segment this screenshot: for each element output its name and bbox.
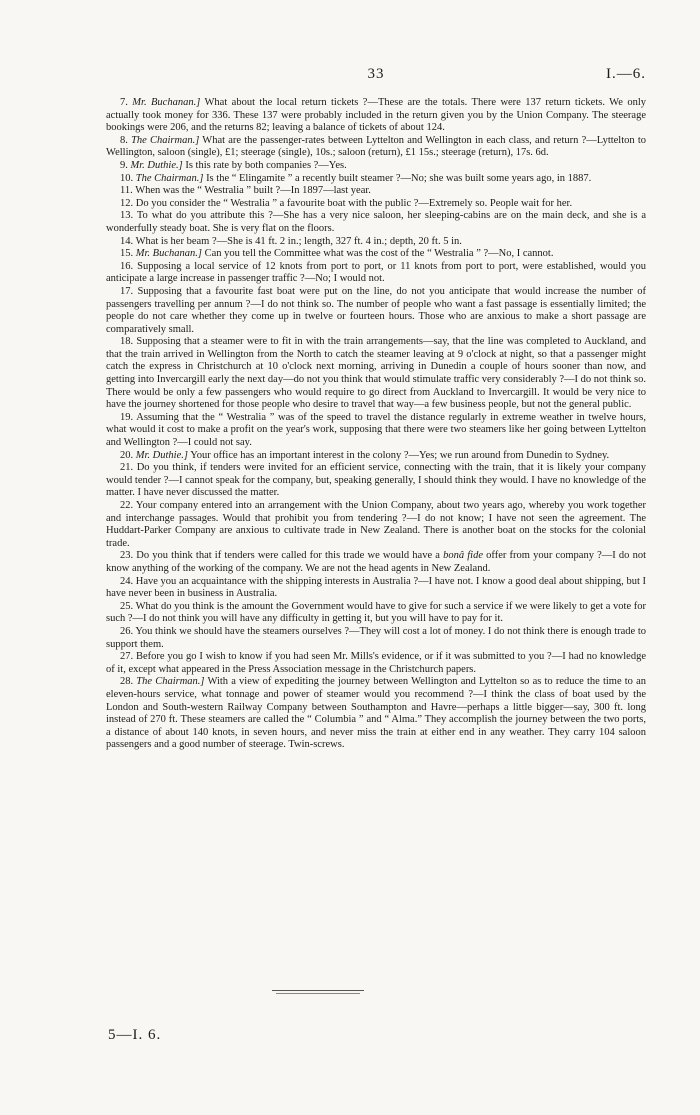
question-answer-text: Do you think that if tenders were called for this trade we would have a (136, 550, 444, 562)
speaker-name: The Chairman.] (135, 172, 204, 184)
question-answer-text: Do you consider the “ Westralia ” a favourite boat with the public ?—Extremely so. People wait for her. (135, 197, 573, 209)
question-answer-text: Is this rate by both companies ?—Yes. (182, 159, 347, 171)
question-number: 16. (120, 260, 134, 272)
question-answer-paragraph (106, 261, 646, 286)
question-number: 10. (120, 172, 134, 184)
question-answer-text: What are the passenger-rates between Lyttelton and Wellington in each class, and return ?—Lyttelton to Wellington, saloon (single), £1; steerage (single), 10s.; saloon (return), £1 15s.; steerage (return), 17s. 6d. (106, 134, 646, 159)
question-answer-paragraph (106, 550, 646, 575)
question-answer-text: To what do you attribute this ?—She has a very nice saloon, her sleeping-cabins are on the main deck, and she is a wonderfully steady boat. She is very flat on the floors. (106, 210, 647, 234)
speaker-name: The Chairman.] (131, 134, 200, 146)
question-number: 7. (120, 97, 128, 108)
question-number: 25. (120, 600, 134, 612)
question-answer-text: Can you tell the Committee what was the cost of the “ Westralia ” ?—No, I cannot. (201, 248, 554, 260)
evidence-body (106, 97, 646, 752)
question-answer-text-continued: offer from your company ?—I do not know anything of the working of the company. We are not the head agents in New Zealand. (106, 550, 646, 574)
question-answer-paragraph (106, 676, 646, 752)
section-rule (272, 990, 364, 991)
page-number: 33 (367, 66, 385, 82)
section-rule-lower (276, 993, 360, 994)
question-answer-paragraph (106, 198, 646, 211)
question-answer-paragraph (106, 576, 646, 601)
question-number: 23. (120, 550, 134, 562)
speaker-name: Mr. Buchanan.] (132, 97, 201, 108)
question-answer-paragraph (106, 173, 646, 186)
question-answer-text: Supposing that a favourite fast boat were put on the line, do not you anticipate that would increase the number of passengers travelling per annum ?—I do not think so. The number of people who want a fast passage is essentially limited; the people do not care whether they come up in twelve or fourteen hours. Those who are anxious to make a short passage are comparatively small. (106, 285, 647, 335)
question-answer-text: Your office has an important interest in the colony ?—Yes; we run around from Dunedin to Sydney. (187, 449, 610, 461)
question-answer-paragraph (106, 160, 646, 173)
question-answer-text: Do you think, if tenders were invited for an efficient service, connecting with the train, that it is likely your company would tender ?—I cannot speak for the company, but, speaking generally, I should think they would. I have no knowledge of the matter. I have never discussed the matter. (106, 462, 647, 499)
question-number: 18. (120, 336, 134, 348)
question-answer-text: With a view of expediting the journey between Wellington and Lyttelton so as to reduce the time to an eleven-hours service, what tonnage and power of steamer would you recommend ?—I think the class of boat used by the London and South-western Railway Company between Southampton and Havre—perhaps a little bigger—say, 300 ft. long instead of 270 ft. These steamers are called the “ Columbia ” and “ Alma.” They accomplish the journey between the two ports, a distance of about 140 knots, in seven hours, and never miss the train at either end in any weather. They carry 104 saloon passengers and a good number of steerage. Twin-screws. (106, 676, 646, 751)
question-number: 9. (120, 159, 128, 171)
question-answer-paragraph (106, 97, 646, 135)
question-answer-text: Is the “ Elingamite ” a recently built steamer ?—No; she was built some years ago, in 1887. (203, 172, 592, 184)
question-answer-text: Before you go I wish to know if you had seen Mr. Mills's evidence, or if it was submitted to you ?—I had no knowledge of it, except what appeared in the Press Association message in the Christchurch papers. (106, 651, 646, 675)
question-number: 27. (120, 651, 134, 663)
question-number: 22. (120, 500, 134, 511)
question-answer-paragraph (106, 450, 646, 463)
speaker-name: Mr. Buchanan.] (135, 248, 202, 260)
question-number: 19. (120, 411, 134, 423)
question-number: 28. (120, 676, 134, 688)
question-answer-paragraph (106, 626, 646, 651)
question-answer-paragraph (106, 185, 646, 198)
question-answer-text: Have you an acquaintance with the shipping interests in Australia ?—I have not. I know a good deal about shipping, but I have never been in business in Australia. (106, 575, 646, 600)
question-number: 14. (120, 235, 134, 247)
question-answer-text: Supposing that a steamer were to fit in with the train arrangements—say, that the line was completed to Auckland, and that the train arrived in Wellington from the North to catch the steamer leaving at 9 o'clock at night, so that a passenger might catch the express in Christchurch at 10 o'clock next morning, arriving in Dunedin a couple of hours sooner than now, and getting into Invercargill early the next day—do not you think that would stimulate traffic very considerably ?—I do not think so. There would be only a few passengers who would require to go direct from Auckland to Invercargill. It would be very nice to have the journey shortened for those people who desire to travel that way—a few business people, but not the general public. (106, 336, 646, 411)
question-answer-paragraph (106, 462, 646, 500)
question-answer-text: Your company entered into an arrangement with the Union Company, about two years ago, whereby you work together and interchange passages. Would that prohibit you from tendering ?—I do not know; I have not seen the agreement. The Huddart-Parker Company are anxious to cultivate trade in New Zealand. There is another boat on the stocks for the colonial trade. (106, 500, 646, 549)
question-number: 11. (120, 185, 133, 197)
italic-phrase: bonâ fide (443, 550, 483, 562)
question-number: 13. (120, 210, 134, 222)
question-number: 17. (120, 285, 134, 297)
question-answer-text: When was the “ Westralia ” built ?—In 1897—last year. (135, 185, 371, 197)
question-number: 20. (120, 449, 134, 461)
question-answer-text: You think we should have the steamers ourselves ?—They will cost a lot of money. I do not think there is enough trade to support them. (106, 625, 646, 650)
question-number: 8. (120, 134, 128, 146)
question-answer-paragraph (106, 236, 646, 249)
question-answer-text: What do you think is the amount the Government would have to give for such a service if we were likely to get a vote for such ?—I do not think you will have any difficulty in getting it, but you will have to pay for it. (106, 600, 646, 625)
parliamentary-paper-reference: I.—6. (606, 66, 646, 82)
question-number: 15. (120, 248, 134, 260)
question-answer-paragraph (106, 286, 646, 336)
question-number: 12. (120, 197, 134, 209)
question-answer-text: What about the local return tickets ?—These are the totals. There were 137 return tickets. We only actually took money for 336. These 137 were probably included in the return given you by the Union Company. The steerage bookings were 206, and the returns 82; leaving a balance of tickets of about 124. (106, 97, 646, 134)
question-answer-text: Assuming that the “ Westralia ” was of the speed to travel the distance regularly in extreme weather in twelve hours, what would it cost to make a profit on the year's work, supposing that there were two steamers like her going between Lyttelton and Wellington ?—I could not say. (106, 411, 646, 449)
question-answer-paragraph (106, 248, 646, 261)
question-number: 21. (120, 462, 134, 474)
question-number: 24. (120, 575, 134, 587)
question-answer-paragraph (106, 651, 646, 676)
speaker-name: The Chairman.] (136, 676, 205, 688)
question-number: 26. (120, 625, 134, 637)
question-answer-paragraph (106, 412, 646, 450)
question-answer-paragraph (106, 601, 646, 626)
question-answer-text: Supposing a local service of 12 knots from port to port, or 11 knots from port to port, were established, would you anticipate a large increase in passenger traffic ?—No; I would not. (106, 260, 647, 285)
speaker-name: Mr. Duthie.] (135, 449, 188, 461)
question-answer-text: What is her beam ?—She is 41 ft. 2 in.; length, 327 ft. 4 in.; depth, 20 ft. 5 in. (135, 235, 462, 247)
question-answer-paragraph (106, 135, 646, 160)
question-answer-paragraph (106, 500, 646, 550)
page-header (106, 66, 646, 86)
question-answer-paragraph (106, 336, 646, 412)
question-answer-paragraph (106, 210, 646, 235)
speaker-name: Mr. Duthie.] (130, 159, 183, 171)
printer-signature: 5—I. 6. (108, 1027, 162, 1043)
